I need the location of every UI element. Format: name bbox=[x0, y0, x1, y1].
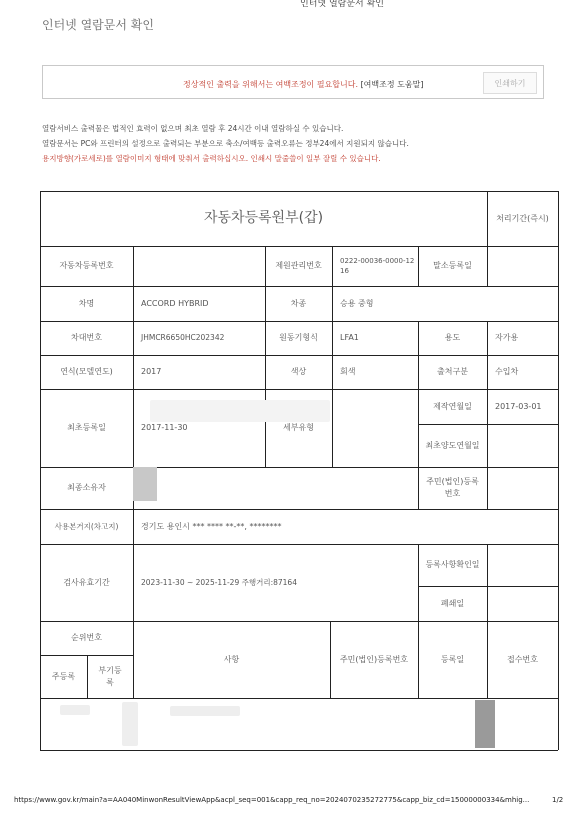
info-line: 용지방향(가로세로)를 열람이미지 형태에 맞춰서 출력하십시오. 인쇄시 말줄쓸이 일부 잘릴 수 있습니다. bbox=[42, 154, 381, 163]
reg-no-label: 자동차등록번호 bbox=[59, 261, 114, 270]
notice-message bbox=[183, 79, 423, 90]
redacted-block bbox=[133, 467, 157, 501]
margin-help-link[interactable]: [여백조정 도움말] bbox=[360, 80, 424, 89]
resident-no2-label: 주민(법인)등록번호 bbox=[339, 654, 409, 664]
redacted-block bbox=[122, 702, 138, 746]
info-line: 열람서비스 출력물은 법적인 효력이 없으며 최초 열람 후 24시간 이내 열람하실 수 있습니다. bbox=[42, 124, 344, 133]
browser-header-text: 인터넷 열람문서 확인 bbox=[300, 0, 384, 9]
inspection-label: 검사유효기간 bbox=[63, 577, 110, 587]
receipt-no-label: 접수번호 bbox=[507, 654, 538, 664]
resident-no-label: 주민(법인)등록번호 bbox=[426, 477, 479, 498]
main-reg-label: 주등록 bbox=[51, 671, 76, 681]
engine-value: LFA1 bbox=[340, 333, 359, 342]
page-number: 1/2 bbox=[552, 796, 564, 804]
inspection-value: 2023-11-30 ~ 2025-11-29 주행거리:87164 bbox=[141, 577, 297, 587]
matter-label: 사항 bbox=[223, 654, 240, 664]
processing-period: 처리기간(즉시) bbox=[496, 213, 549, 223]
car-type-value: 승용 중형 bbox=[340, 298, 374, 308]
info-line: 열람문서는 PC와 프린터의 설정으로 출력되는 부분으로 축소/여백등 출력오류는 정부24에서 지원되지 않습니다. bbox=[42, 139, 409, 148]
sub-reg-label: 부기등록 bbox=[98, 665, 122, 687]
origin-value: 수입차 bbox=[495, 367, 519, 376]
usage-value: 자가용 bbox=[495, 333, 519, 342]
vin-label: 차대번호 bbox=[71, 333, 102, 342]
redacted-block bbox=[170, 706, 240, 716]
first-reg-label: 최초등록일 bbox=[67, 423, 106, 432]
first-transfer-label: 최초양도연월일 bbox=[425, 440, 480, 450]
document-title: 자동차등록원부(갑) bbox=[203, 210, 324, 226]
color-value: 회색 bbox=[340, 367, 356, 376]
vin-value: JHMCR6650HC202342 bbox=[141, 333, 225, 343]
usage-label: 용도 bbox=[444, 333, 461, 342]
notice-text: 정상적인 출력을 위해서는 여백조정이 필요합니다. bbox=[183, 80, 359, 89]
model-year-label: 연식(모델연도) bbox=[60, 367, 113, 376]
location-value: 경기도 용인시 *** **** **-**, ******** bbox=[141, 521, 282, 531]
redacted-block bbox=[475, 700, 495, 748]
mfg-date-value: 2017-03-01 bbox=[495, 401, 542, 411]
rank-label: 순위번호 bbox=[71, 633, 102, 642]
mgmt-no-label: 제원관리번호 bbox=[275, 261, 322, 270]
page-title: 인터넷 열람문서 확인 bbox=[42, 18, 154, 32]
reg-confirm-label: 등록사항확인일 bbox=[425, 560, 480, 569]
model-year-value: 2017 bbox=[141, 367, 162, 376]
mgmt-no-value: 0222-00036-0000-1216 bbox=[340, 256, 415, 275]
origin-label: 출처구분 bbox=[437, 367, 468, 376]
engine-label: 원동기형식 bbox=[279, 333, 318, 342]
car-name-value: ACCORD HYBRID bbox=[141, 298, 209, 308]
first-reg-value: 2017-11-30 bbox=[141, 423, 188, 432]
notice-box bbox=[42, 65, 544, 99]
redacted-block bbox=[150, 400, 330, 422]
print-button[interactable]: 인쇄하기 bbox=[483, 72, 537, 94]
location-label: 사용본거지(차고지) bbox=[54, 521, 119, 531]
footer-url: https://www.gov.kr/main?a=AA040MinwonResultViewApp&acpl_seq=001&capp_req_no=2024070235272775&capp_biz_cd=15000000334&mhig... bbox=[14, 796, 530, 804]
color-label: 색상 bbox=[290, 367, 307, 376]
reg-date-label: 등록일 bbox=[440, 654, 465, 664]
detail-type-label: 세부유형 bbox=[283, 423, 314, 432]
car-name-label: 차명 bbox=[78, 298, 95, 308]
owner-label: 최종소유자 bbox=[67, 483, 106, 492]
car-type-label: 차종 bbox=[290, 298, 307, 308]
mfg-date-label: 제작연월일 bbox=[433, 401, 472, 411]
scrap-label: 폐쇄일 bbox=[440, 598, 465, 608]
cancel-reg-label: 말소등록일 bbox=[433, 261, 472, 270]
redacted-block bbox=[60, 705, 90, 715]
